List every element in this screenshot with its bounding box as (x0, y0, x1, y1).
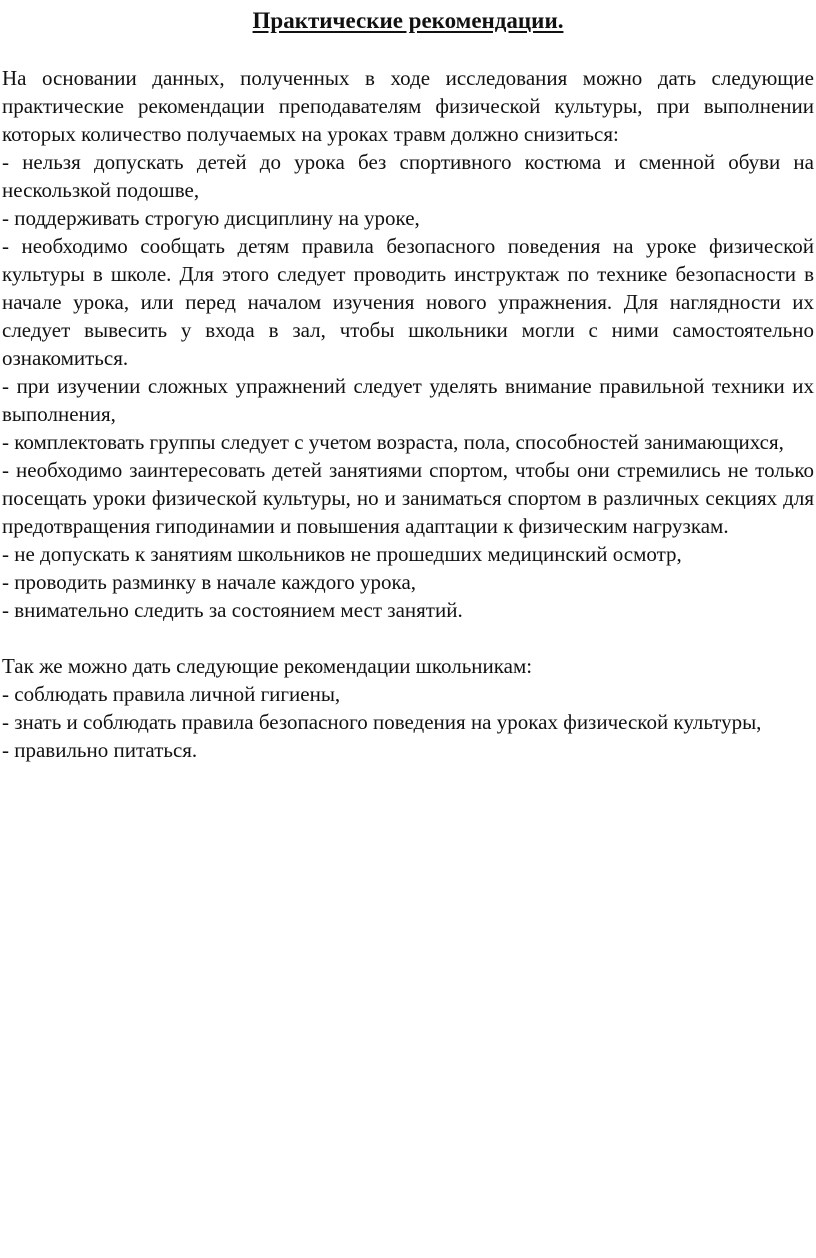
teacher-recommendations (2, 64, 814, 624)
teacher-item-5: - комплектовать группы следует с учетом возраста, пола, способностей занимающихся, (2, 430, 784, 454)
teacher-intro: На основании данных, полученных в ходе исследования можно дать следующие практические рекомендации преподавателям физической культуры, при выполнении которых количество получаемых на уроках травм должно снизиться: (2, 66, 814, 146)
teacher-item-1: - нельзя допускать детей до урока без спортивного костюма и сменной обуви на нескользкой подошве, (2, 150, 814, 202)
teacher-item-8: - проводить разминку в начале каждого урока, (2, 570, 417, 594)
teacher-item-3: - необходимо сообщать детям правила безопасного поведения на уроке физической культуры в школе. Для этого следует проводить инструктаж по технике безопасности в начале урока, или перед началом изучения нового упражнения. Для наглядности их следует вывесить у входа в зал, чтобы школьники могли с ними самостоятельно ознакомиться. (2, 234, 814, 370)
student-intro: Так же можно дать следующие рекомендации школьникам: (2, 654, 533, 678)
spacer (2, 624, 814, 652)
teacher-item-9: - внимательно следить за состоянием мест занятий. (2, 598, 463, 622)
student-recommendations (2, 652, 814, 764)
student-item-3: - правильно питаться. (2, 738, 198, 762)
student-item-2: - знать и соблюдать правила безопасного поведения на уроках физической культуры, (2, 710, 762, 734)
teacher-item-7: - не допускать к занятиям школьников не прошедших медицинский осмотр, (2, 542, 682, 566)
teacher-item-4: - при изучении сложных упражнений следует уделять внимание правильной техники их выполнения, (2, 374, 814, 426)
teacher-item-2: - поддерживать строгую дисциплину на уроке, (2, 206, 420, 230)
student-item-1: - соблюдать правила личной гигиены, (2, 682, 341, 706)
page-title: Практические рекомендации. (252, 8, 564, 33)
spacer (2, 38, 814, 64)
teacher-item-6: - необходимо заинтересовать детей занятиями спортом, чтобы они стремились не только посещать уроки физической культуры, но и заниматься спортом в различных секциях для предотвращения гиподинамии и повышения адаптации к физическим нагрузкам. (2, 458, 814, 538)
